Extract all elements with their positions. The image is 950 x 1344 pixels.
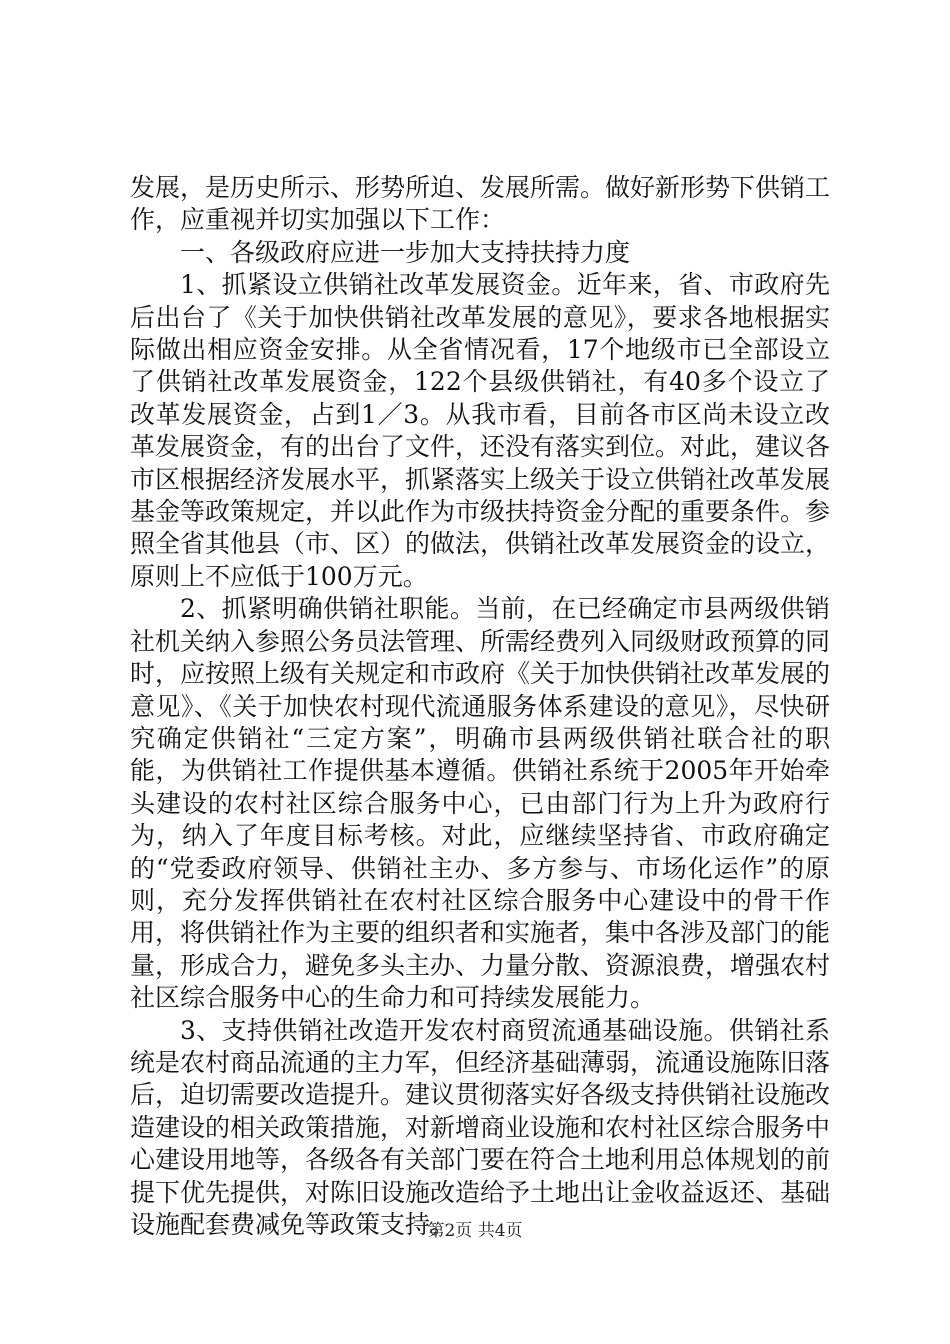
section-heading: 一、各级政府应进一步加大支持扶持力度: [180, 237, 631, 267]
paragraph-item-2: 2、抓紧明确供销社职能。当前，在已经确定市县两级供销社机关纳入参照公务员法管理、所需经费列入同级财政预算的同时，应按照上级有关规定和市政府《关于加快供销社改革发展的意见》、《关于加快农村现代流通服务体系建设的意见》，尽快研究确定供销社“三定方案”，明确市县两级供销社联合社的职能，为供销社工作提供基本遵循。供销社系统于2005年开始牵头建设的农村社区综合服务中心，已由部门行为上升为政府行为，纳入了年度目标考核。对此，应继续坚持省、市政府确定的“党委政府领导、供销社主办、多方参与、市场化运作”的原则，充分发挥供销社在农村社区综合服务中心建设中的骨干作用，将供销社作为主要的组织者和实施者，集中各涉及部门的能量，形成合力，避免多头主办、力量分散、资源浪费，增强农村社区综合服务中心的生命力和可持续发展能力。: [130, 594, 831, 1013]
paragraph-item-3: 3、支持供销社改造开发农村商贸流通基础设施。供销社系统是农村商品流通的主力军，但经济基础薄弱，流通设施陈旧落后，迫切需要改造提升。建议贯彻落实好各级支持供销社设施改造建设的相关政策措施，对新增商业设施和农村社区综合服务中心建设用地等，各级各有关部门要在符合土地利用总体规划的前提下优先提供，对陈旧设施改造给予土地出让金收益返还、基础设施配套费减免等政策支持。: [130, 1015, 831, 1239]
paragraph-continuation: 发展，是历史所示、形势所迫、发展所需。做好新形势下供销工作，应重视并切实加强以下工作：: [130, 173, 831, 235]
page-number-footer: 第2页 共4页: [427, 1221, 523, 1241]
document-body: [130, 172, 830, 1241]
paragraph-item-1: 1、抓紧设立供销社改革发展资金。近年来，省、市政府先后出台了《关于加快供销社改革发展的意见》，要求各地根据实际做出相应资金安排。从全省情况看，17个地级市已全部设立了供销社改革发展资金，122个县级供销社，有40多个设立了改革发展资金，占到1／3。从我市看，目前各市区尚未设立改革发展资金，有的出台了文件，还没有落实到位。对此，建议各市区根据经济发展水平，抓紧落实上级关于设立供销社改革发展基金等政策规定，并以此作为市级扶持资金分配的重要条件。参照全省其他县（市、区）的做法，供销社改革发展资金的设立，原则上不应低于100万元。: [130, 270, 831, 591]
